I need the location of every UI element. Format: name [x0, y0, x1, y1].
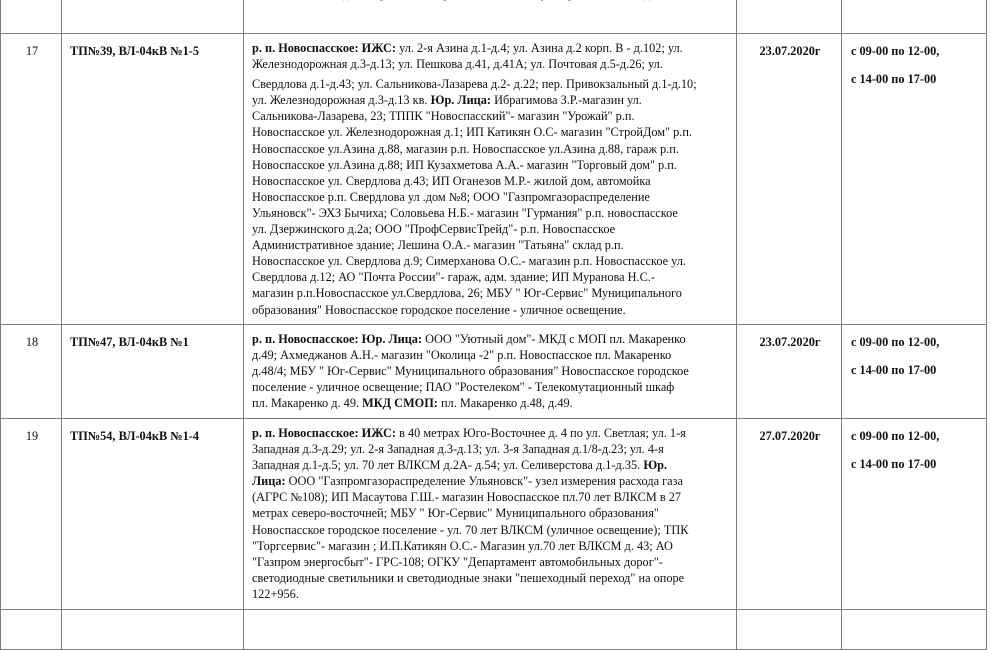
date-cell: 23.07.2020г — [737, 34, 842, 325]
address-line: (АГРС №108); ИП Масаутова Г.Ш.- магазин Новоспасское пл.70 лет ВЛКСМ в 27 — [252, 490, 682, 505]
address-line: д.48/4; МБУ " Юг-Сервис" Муниципального образования" Новоспасское городское — [252, 364, 689, 379]
table-row — [1, 419, 987, 610]
address-cell — [244, 0, 737, 34]
address-line: Железнодорожная д.3-д.13; ул. Пешкова д.41, д.41А; ул. Почтовая д.5-д.26; ул. — [252, 57, 663, 72]
address-line — [252, 0, 730, 2]
address-line: Ульяновск"- ЭХЗ Бычиха; Соловьева Н.Б.- магазин "Гурмания" р.п. новоспасское — [252, 205, 678, 220]
object-cell: ТП№39, ВЛ-04кВ №1-5 — [62, 34, 244, 325]
address-line: Новоспасское р.п. Свердлова ул .дом №8; ООО "Газпромгазораспределение — [252, 189, 650, 204]
address-line: Сальникова-Лазарева, 23; ТППК "Новоспасский"- магазин "Урожай" р.п. — [252, 109, 635, 124]
address-line: Новоспасское ул.Азина д.88; ИП Кузахметова А.А.- магазин "Торговый дом" р.п. — [252, 157, 677, 172]
date-cell — [737, 0, 842, 34]
time-range-afternoon: с 14-00 по 17-00 — [851, 363, 937, 378]
address-line: д.49; Ахмеджанов А.Н.- магазин "Околица -2" р.п. Новоспасское пл. Макаренко — [252, 348, 672, 363]
address-line: Свердлова д.1-д.43; ул. Сальникова-Лазарева д.2- д.22; пер. Привокзальный д.1-д.10; — [252, 77, 697, 92]
date-cell — [737, 610, 842, 650]
time-range-morning: с 09-00 по 12-00, — [851, 335, 940, 349]
table-row — [1, 325, 987, 419]
address-line: светодиодные светильники и светодиодные знаки "пешеходный переход" на опоре — [252, 570, 685, 585]
address-cell — [244, 419, 737, 610]
address-line: пл. Макаренко д. 49. МКД СМОП: пл. Макаренко д.48, д.49. — [252, 396, 573, 411]
address-cell — [244, 34, 737, 325]
address-cell — [244, 325, 737, 419]
address-line: р. п. Новоспасское: ИЖС: ул. 2-я Азина д.1-д.4; ул. Азина д.2 корп. В - д.102; ул. — [252, 41, 683, 55]
table-row — [1, 0, 987, 34]
address-line: Новоспасское ул. Железнодорожная д.1; ИП Катикян О.С- магазин "СтройДом" р.п. — [252, 125, 692, 140]
row-number-cell — [1, 0, 62, 34]
object-cell — [62, 0, 244, 34]
time-cell — [842, 610, 987, 650]
date-cell: 23.07.2020г — [737, 325, 842, 419]
row-number-cell: 19 — [1, 419, 62, 610]
address-line: Новоспасское ул. Свердлова д.9; Симерханова О.С.- магазин р.п. Новоспасское ул. — [252, 254, 686, 269]
address-line: Новоспасское городское поселение - ул. 70 лет ВЛКСМ (уличное освещение); ТПК — [252, 522, 689, 537]
object-cell: ТП№54, ВЛ-04кВ №1-4 — [62, 419, 244, 610]
time-cell — [842, 325, 987, 419]
address-line: образования" Новоспасское городское поселение - уличное освещение. — [252, 302, 626, 317]
time-range-afternoon: с 14-00 по 17-00 — [851, 72, 937, 87]
address-line: Свердлова д.12; АО "Почта России"- гараж, адм. здание; ИП Муранова Н.С.- — [252, 270, 655, 285]
address-line: Административное здание; Лешина О.А.- магазин "Татьяна" склад р.п. — [252, 238, 624, 253]
address-line: Западная д.1-д.5; ул. 70 лет ВЛКСМ д.2А- д.54; ул. Селиверстова д.1-д.35. Юр. — [252, 458, 668, 473]
table-row — [1, 34, 987, 325]
address-line: Новоспасское ул.Азина д.88, магазин р.п. Новоспасское ул.Азина д.88, гараж р.п. — [252, 141, 679, 156]
time-cell — [842, 34, 987, 325]
time-cell — [842, 419, 987, 610]
address-line: ул. Железнодорожная д.3-д.13 кв. Юр. Лица: Ибрагимова З.Р.-магазин ул. — [252, 93, 642, 108]
time-range-afternoon: с 14-00 по 17-00 — [851, 457, 937, 472]
table-row — [1, 610, 987, 650]
object-cell: ТП№47, ВЛ-04кВ №1 — [62, 325, 244, 419]
address-line: ул. Дзержинского д.2а; ООО "ПрофСервисТрейд"- р.п. Новоспасское — [252, 222, 616, 237]
address-line: метрах северо-восточней; МБУ " Юг-Сервис" Муниципального образования" — [252, 506, 659, 521]
time-range-morning: с 09-00 по 12-00, — [851, 44, 940, 58]
address-line: р. п. Новоспасское: ИЖС: в 40 метрах Юго-Восточнее д. 4 по ул. Светлая; ул. 1-я — [252, 426, 686, 440]
address-line: 122+956. — [252, 586, 299, 601]
time-cell — [842, 0, 987, 34]
date-cell: 27.07.2020г — [737, 419, 842, 610]
time-range-morning: с 09-00 по 12-00, — [851, 429, 940, 443]
address-line: поселение - уличное освещение; ПАО "Ростелеком" - Телекомутационный шкаф — [252, 380, 675, 395]
address-line: Лица: ООО "Газпромгазораспределение Ульяновск"- узел измерения расхода газа — [252, 474, 683, 489]
address-line: Западная д.3-д.29; ул. 2-я Западная д.3-д.13; ул. 3-я Западная д.1/8-д.23; ул. 4-я — [252, 442, 664, 457]
row-number-cell — [1, 610, 62, 650]
address-line: "Газпром энергосбыт"- ГРС-108; ОГКУ "Департамент автомобильных дорог"- — [252, 554, 663, 569]
address-line: Новоспасское ул. Свердлова д.43; ИП Оганезов М.Р.- жилой дом, автомойка — [252, 173, 651, 188]
row-number-cell: 17 — [1, 34, 62, 325]
address-line: р. п. Новоспасское: Юр. Лица: ООО "Уютный дом"- МКД с МОП пл. Макаренко — [252, 332, 686, 346]
object-cell — [62, 610, 244, 650]
address-line: магазин р.п.Новоспасское ул.Свердлова, 26; МБУ " Юг-Сервис" Муниципального — [252, 286, 682, 301]
row-number-cell: 18 — [1, 325, 62, 419]
address-cell — [244, 610, 737, 650]
address-line: "Торгсервис"- магазин ; И.П.Катикян О.С.- Магазин ул.70 лет ВЛКСМ д. 43; АО — [252, 538, 673, 553]
